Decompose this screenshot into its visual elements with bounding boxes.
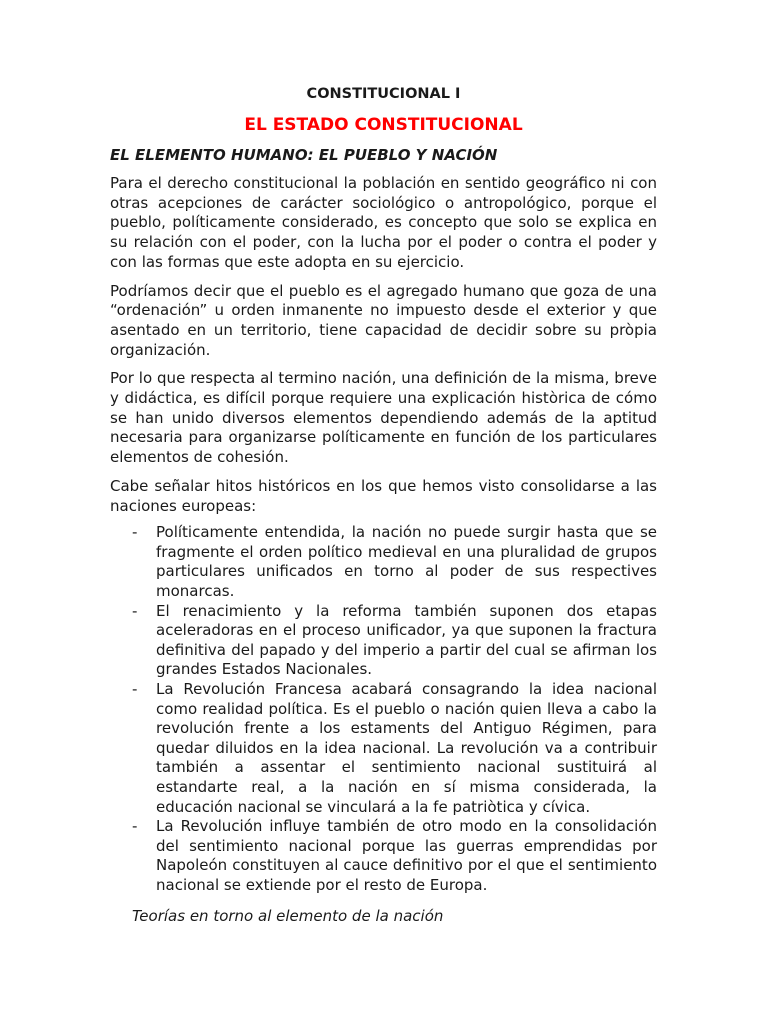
list-item-text: Políticamente entendida, la nación no puede surgir hasta que se fragmente el orden político medieval en una pluralidad de grupos particulares unificados en torno al poder de sus respectives monarcas. bbox=[156, 523, 657, 601]
paragraph: Podríamos decir que el pueblo es el agregado humano que goza de una “ordenación” u orden inmanente no impuesto desde el exterior y que asentado en un territorio, tiene capacidad de decidir sobre su pròpia organización. bbox=[110, 281, 657, 359]
bullet-list bbox=[110, 523, 657, 895]
section-heading: EL ELEMENTO HUMANO: EL PUEBLO Y NACIÓN bbox=[110, 146, 498, 164]
bullet-dash: - bbox=[132, 601, 138, 620]
document-subtitle: EL ESTADO CONSTITUCIONAL bbox=[244, 115, 523, 135]
bullet-dash: - bbox=[132, 817, 138, 836]
paragraph: Por lo que respecta al termino nación, una definición de la misma, breve y didáctica, es difícil porque requiere una explicación històrica de cómo se han unido diversos elementos dependiendo además de la aptitud necesaria para organizarse políticamente en función de los particulares elementos de cohesión. bbox=[110, 369, 657, 467]
list-item-text: El renacimiento y la reforma también suponen dos etapas aceleradoras en el proceso unificador, ya que suponen la fractura definitiva del papado y del imperio a partir del cual se afirman los grandes Estados Nacionales. bbox=[156, 601, 657, 679]
list-item-text: La Revolución influye también de otro modo en la consolidación del sentimiento nacional porque las guerras emprendidas por Napoleón constituyen al cauce definitivo por el que el sentimiento nacional se extiende por el resto de Europa. bbox=[156, 817, 657, 894]
bullet-dash: - bbox=[132, 523, 138, 542]
paragraph: Cabe señalar hitos históricos en los que hemos visto consolidarse a las naciones europeas: bbox=[110, 476, 657, 515]
paragraph: Para el derecho constitucional la población en sentido geográfico ni con otras acepciones de carácter sociológico o antropológico, porque el pueblo, políticamente considerado, es concepto que solo se explica en su relación con el poder, con la lucha por el poder o contra el poder y con las formas que este adopta en su ejercicio. bbox=[110, 174, 657, 271]
list-item bbox=[110, 680, 657, 817]
bullet-dash: - bbox=[132, 680, 138, 698]
document-body bbox=[110, 84, 657, 926]
list-item-text: La Revolución Francesa acabará consagrando la idea nacional como realidad política. Es el pueblo o nación quien lleva a cabo la revolución frente a los estaments del Antiguo Régimen, para quedar diluidos en la idea nacional. La revolución va a contribuir también a assentar el sentimiento nacional sustituirá al estandarte real, a la nación en sí misma considerada, la educación nacional se vinculará a la fe patriòtica y cívica. bbox=[156, 680, 657, 816]
list-item bbox=[110, 602, 657, 680]
closing-heading: Teorías en torno al elemento de la nación bbox=[132, 906, 444, 925]
document-title: CONSTITUCIONAL I bbox=[306, 86, 461, 102]
list-item bbox=[110, 523, 657, 601]
list-item bbox=[110, 817, 657, 895]
